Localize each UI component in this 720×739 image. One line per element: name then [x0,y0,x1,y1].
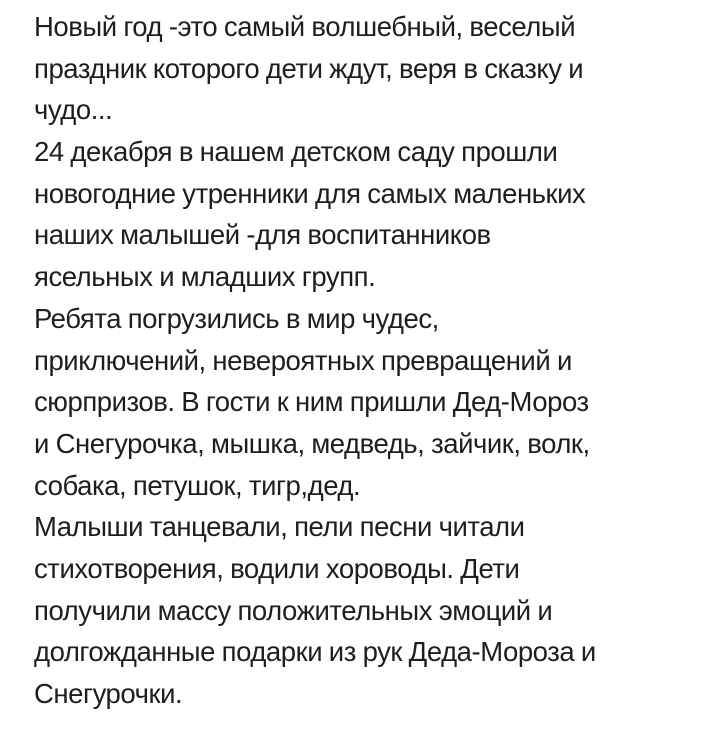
post-text-line: ясельных и младших групп. [34,261,376,293]
post-text-line: Ребята погрузились в мир чудес, [34,302,439,334]
post-text-line: наших малышей -для воспитанников [34,219,491,251]
post-text-line: стихотворения, водили хороводы. Дети [34,552,520,584]
post-text-line: чудо... [34,94,113,126]
post-text-line: приключений, невероятных превращений и [34,344,572,376]
post-text-line: 24 декабря в нашем детском саду прошли [34,136,558,168]
post-text-line: получили массу положительных эмоций и [34,594,553,626]
post-text-line: долгожданные подарки из рук Деда-Мороза и [34,636,596,668]
post-text [34,6,704,715]
post-text-line: сюрпризов. В гости к ним пришли Дед-Мороз [34,386,589,418]
post-text-line: Снегурочки. [34,678,183,709]
post-text-line: и Снегурочка, мышка, медведь, зайчик, волк, [34,427,590,459]
post-text-line: Новый год -это самый волшебный, веселый [34,11,576,42]
post-text-line: собака, петушок, тигр,дед. [34,469,361,501]
post-text-line: новогодние утренники для самых маленьких [34,177,586,209]
post-text-line: Малыши танцевали, пели песни читали [34,511,525,543]
post-text-line: праздник которого дети ждут, веря в сказку и [34,52,584,84]
